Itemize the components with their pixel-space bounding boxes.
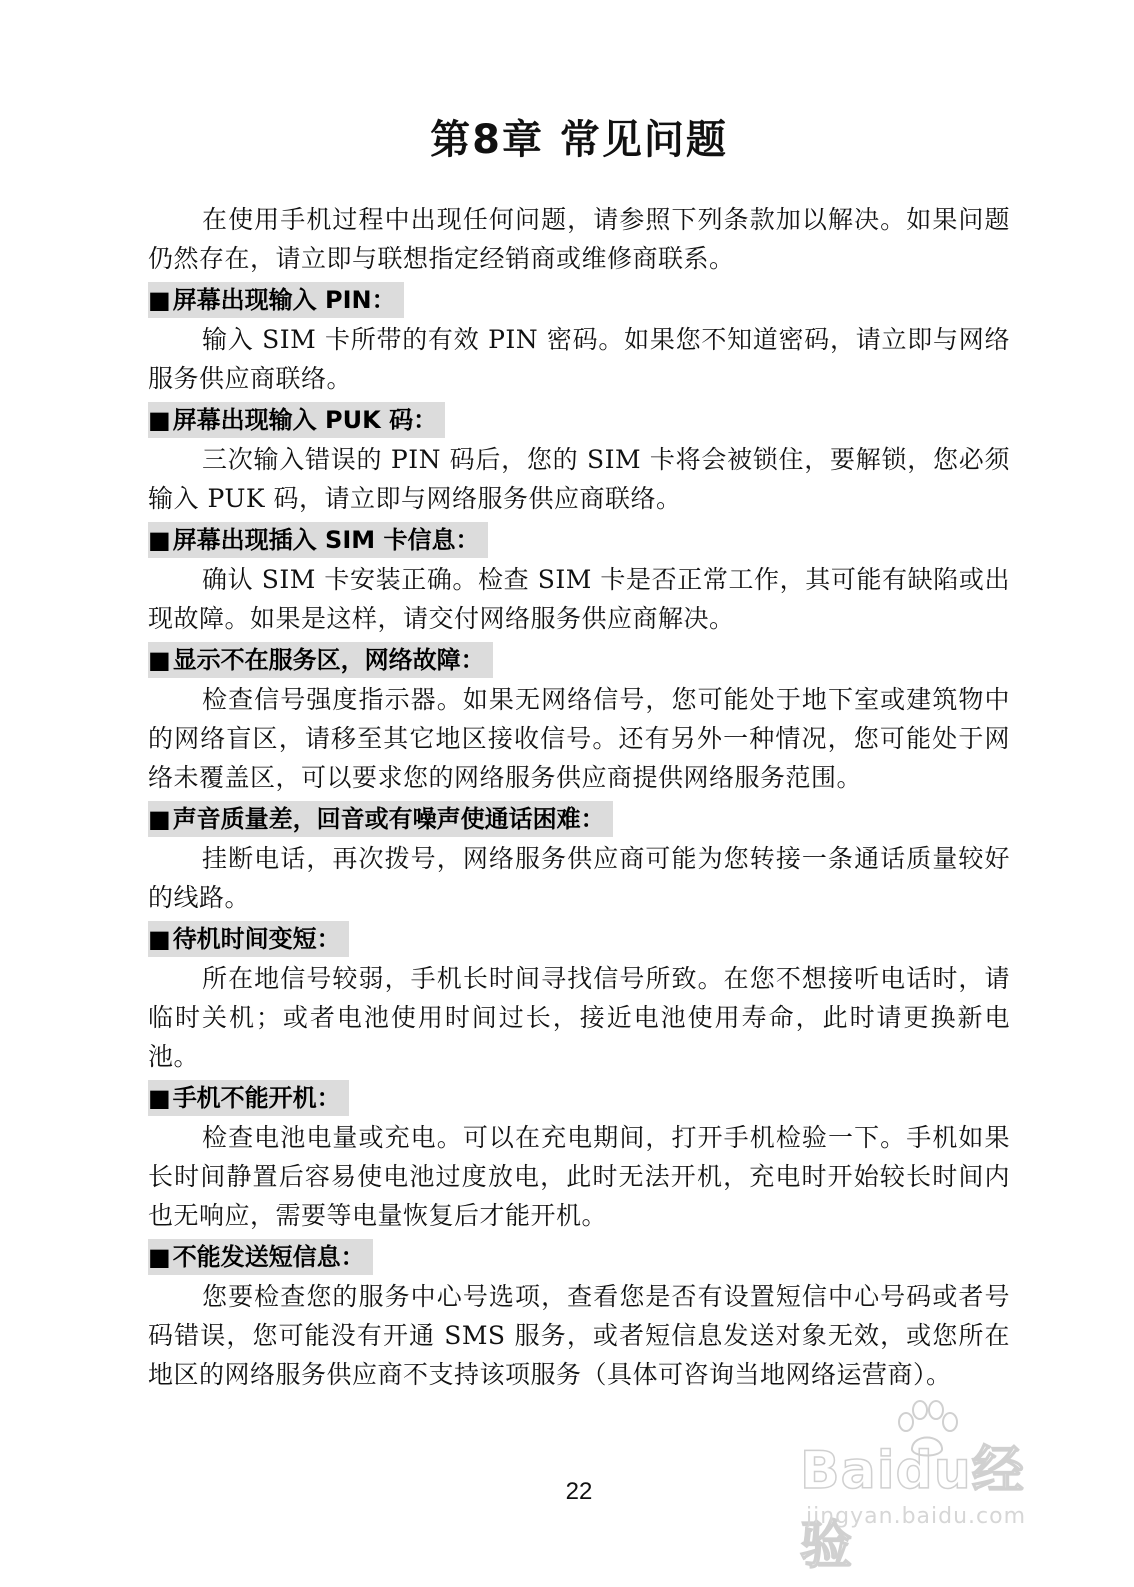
section-body: 挂断电话，再次拨号，网络服务供应商可能为您转接一条通话质量较好的线路。 [148,844,1010,912]
section-heading [148,801,613,837]
bullet-square-icon: ■ [148,1084,171,1112]
section-heading-row [148,402,1010,438]
section-heading-row [148,801,1010,837]
bullet-square-icon: ■ [148,406,171,434]
section-heading-row [148,642,1010,678]
page-number: 22 [565,1478,593,1505]
bullet-square-icon: ■ [148,646,171,674]
section-heading [148,522,488,558]
section-heading-text: 屏幕出现输入 PUK 码： [172,406,438,434]
section-heading [148,921,349,957]
section-body: 您要检查您的服务中心号选项，查看您是否有设置短信中心号码或者号码错误，您可能没有开通 SMS 服务，或者短信息发送对象无效，或您所在地区的网络服务供应商不支持该项服务（具体可咨询当地网络运营商）。 [148,1282,1010,1389]
section-body: 检查电池电量或充电。可以在充电期间，打开手机检验一下。手机如果长时间静置后容易使电池过度放电，此时无法开机，充电时开始较长时间内也无响应，需要等电量恢复后才能开机。 [148,1123,1010,1230]
section-heading [148,282,404,318]
section-heading-text: 手机不能开机： [172,1084,341,1112]
section-heading-row [148,921,1010,957]
bullet-square-icon: ■ [148,1243,171,1271]
bullet-square-icon: ■ [148,925,171,953]
chapter-title: 第8章 常见问题 [430,117,728,163]
intro-paragraph: 在使用手机过程中出现任何问题，请参照下列条款加以解决。如果问题仍然存在，请立即与联想指定经销商或维修商联系。 [148,205,1010,273]
bullet-square-icon: ■ [148,286,171,314]
bullet-square-icon: ■ [148,805,171,833]
section-heading-row [148,522,1010,558]
section-body: 检查信号强度指示器。如果无网络信号，您可能处于地下室或建筑物中的网络盲区，请移至其它地区接收信号。还有另外一种情况，您可能处于网络未覆盖区，可以要求您的网络服务供应商提供网络服务范围。 [148,685,1010,792]
section-heading [148,402,445,438]
section-heading-row [148,1239,1010,1275]
section-heading-text: 不能发送短信息： [172,1243,365,1271]
section-heading [148,1239,373,1275]
section-heading-text: 屏幕出现输入 PIN： [172,286,396,314]
section-heading-text: 待机时间变短： [172,925,341,953]
content [148,200,1010,1394]
section-body: 所在地信号较弱，手机长时间寻找信号所致。在您不想接听电话时，请临时关机；或者电池使用时间过长，接近电池使用寿命，此时请更换新电池。 [148,964,1010,1071]
section-heading-text: 屏幕出现插入 SIM 卡信息： [172,526,480,554]
section-heading-row [148,1080,1010,1116]
bullet-square-icon: ■ [148,526,171,554]
section-body: 确认 SIM 卡安装正确。检查 SIM 卡是否正常工作，其可能有缺陷或出现故障。如果是这样，请交付网络服务供应商解决。 [148,565,1010,633]
section-body: 输入 SIM 卡所带的有效 PIN 密码。如果您不知道密码，请立即与网络服务供应商联络。 [148,325,1010,393]
section-heading-row [148,282,1010,318]
section-body: 三次输入错误的 PIN 码后，您的 SIM 卡将会被锁住，要解锁，您必须输入 PUK 码，请立即与网络服务供应商联络。 [148,445,1010,513]
section-heading-text: 显示不在服务区，网络故障： [172,646,485,674]
watermark-url: jingyan.baidu.com [806,1504,1027,1529]
watermark-brand: Baidu经验 [800,1441,1025,1576]
section-heading-text: 声音质量差，回音或有噪声使通话困难： [172,805,605,833]
baidu-watermark [800,1400,1050,1576]
section-heading [148,1080,349,1116]
section-heading [148,642,493,678]
